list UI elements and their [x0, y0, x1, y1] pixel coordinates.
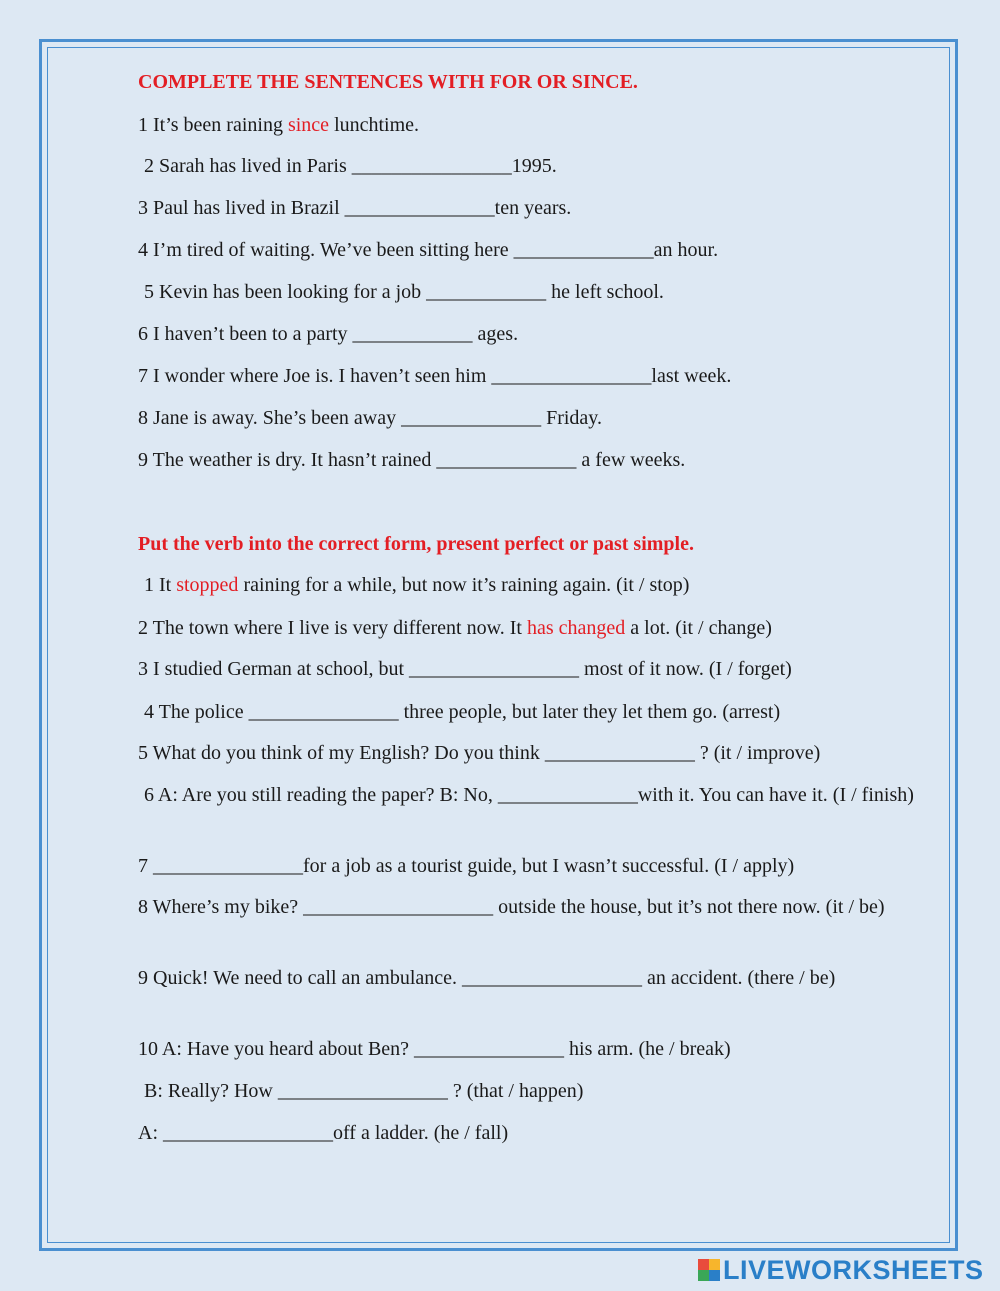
liveworksheets-logo	[698, 1255, 984, 1285]
section1-item-7[interactable]: 7 I wonder where Joe is. I haven’t seen him ________________last week.	[138, 365, 732, 387]
section1-heading: COMPLETE THE SENTENCES WITH FOR OR SINCE.	[138, 71, 638, 93]
logo-text: LIVEWORKSHEETS	[723, 1254, 984, 1285]
example-answer: stopped	[176, 574, 239, 596]
section2-item-10b[interactable]: B: Really? How _________________ ? (that / happen)	[144, 1080, 584, 1102]
item-text: 1 It’s been raining	[138, 114, 288, 136]
section1-item-3[interactable]: 3 Paul has lived in Brazil _______________ten years.	[138, 197, 572, 219]
section2-item-3[interactable]: 3 I studied German at school, but _________________ most of it now. (I / forget)	[138, 658, 792, 680]
section2-item-7[interactable]: 7 _______________for a job as a tourist guide, but I wasn’t successful. (I / apply)	[138, 855, 795, 877]
badge-square	[698, 1270, 709, 1281]
item-text: 2 The town where I live is very different now. It	[138, 617, 527, 639]
badge-square	[709, 1259, 720, 1270]
section1-item-9[interactable]: 9 The weather is dry. It hasn’t rained ______________ a few weeks.	[138, 449, 686, 471]
section1-item-2[interactable]: 2 Sarah has lived in Paris ________________1995.	[144, 155, 557, 177]
example-answer: has changed	[526, 617, 626, 639]
badge-square	[709, 1270, 720, 1281]
section1-item-5[interactable]: 5 Kevin has been looking for a job ____________ he left school.	[144, 281, 664, 303]
item-text: raining for a while, but now it’s raining again. (it / stop)	[238, 574, 690, 596]
section2-heading: Put the verb into the correct form, present perfect or past simple.	[138, 533, 694, 555]
badge-square	[698, 1259, 709, 1270]
item-text: lunchtime.	[329, 114, 420, 136]
section2-item-2	[138, 614, 918, 643]
example-answer: since	[287, 114, 330, 136]
section2-item-10c[interactable]: A: _________________off a ladder. (he / fall)	[138, 1122, 509, 1144]
section2-item-1	[138, 571, 924, 600]
section1-item-4[interactable]: 4 I’m tired of waiting. We’ve been sitting here ______________an hour.	[138, 239, 719, 261]
section2-item-6[interactable]: 6 A: Are you still reading the paper? B: No, ______________with it. You can have it. (I / finish)	[144, 784, 914, 806]
section1-item-8[interactable]: 8 Jane is away. She’s been away ______________ Friday.	[138, 407, 602, 429]
section1-item-1	[138, 111, 918, 140]
section1-item-6[interactable]: 6 I haven’t been to a party ____________ ages.	[138, 323, 519, 345]
logo-badge-icon	[698, 1259, 720, 1281]
section2-item-4[interactable]: 4 The police _______________ three people, but later they let them go. (arrest)	[144, 701, 781, 723]
item-text: a lot. (it / change)	[625, 617, 772, 639]
section2-item-8[interactable]: 8 Where’s my bike? ___________________ outside the house, but it’s not there now. (it / be)	[138, 896, 885, 918]
section2-item-5[interactable]: 5 What do you think of my English? Do you think _______________ ? (it / improve)	[138, 742, 821, 764]
section2-item-10[interactable]: 10 A: Have you heard about Ben? _______________ his arm. (he / break)	[138, 1038, 731, 1060]
item-text: 1 It	[144, 574, 177, 596]
section2-item-9[interactable]: 9 Quick! We need to call an ambulance. __________________ an accident. (there / be)	[138, 967, 836, 989]
